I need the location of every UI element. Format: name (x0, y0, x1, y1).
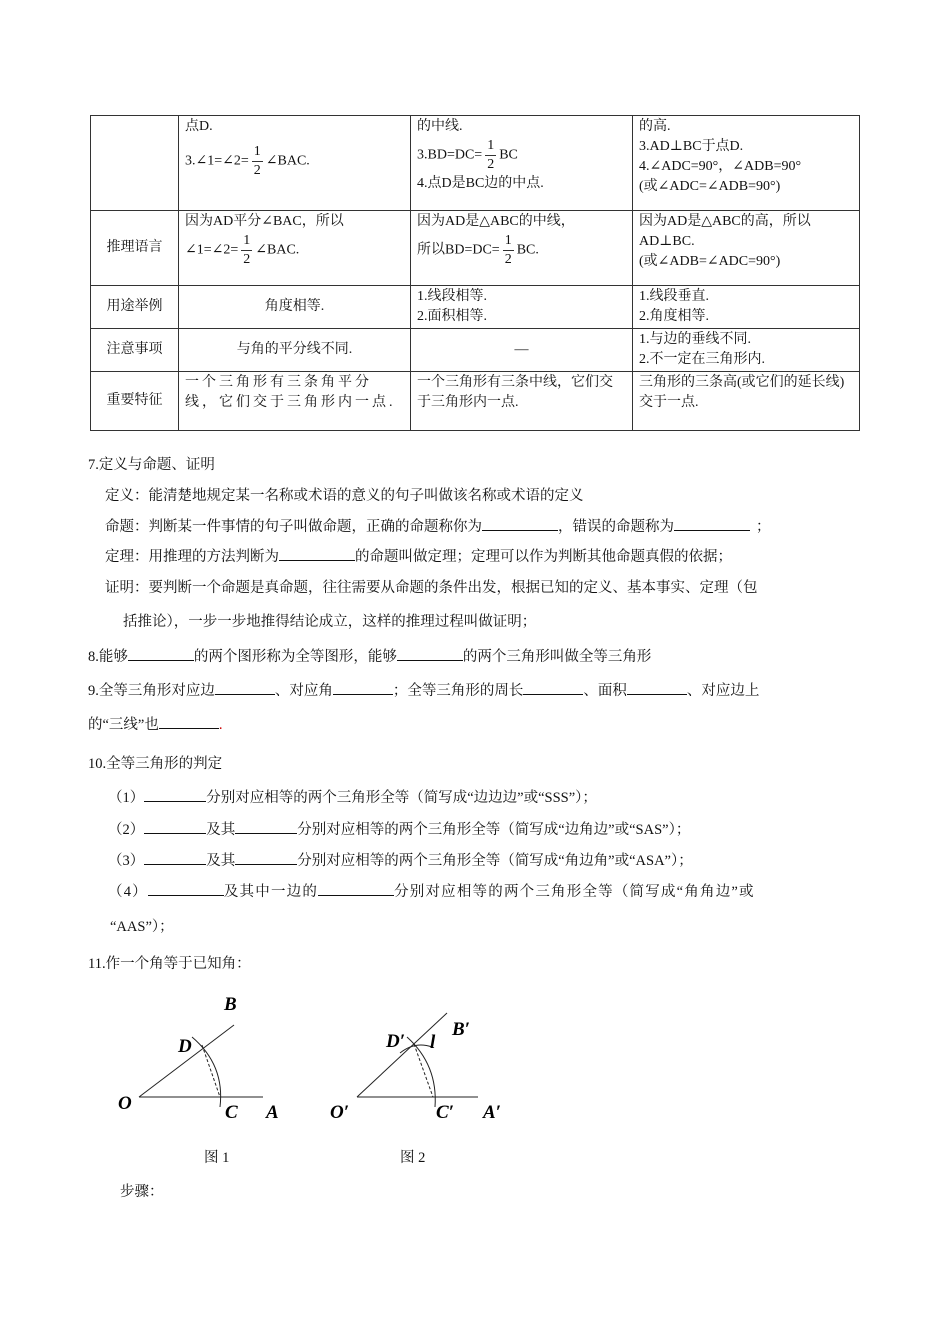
table-cell: 角度相等. (179, 286, 411, 329)
label-b: B (224, 994, 237, 1015)
blank (215, 680, 275, 695)
criterion-aas-cont: “AAS”）； (110, 919, 174, 935)
cell-text: 3.∠1=∠2= (185, 153, 249, 169)
section-11-title: 11.作一个角等于已知角： (88, 956, 251, 972)
section-9-cont (88, 714, 223, 735)
cell-text: 因为AD平分∠BAC，所以 (185, 214, 344, 229)
text: （3） (108, 853, 145, 869)
text: 的两个三角形叫做全等三角形 (462, 649, 652, 665)
criterion-asa (108, 850, 693, 871)
cell-text: 1.线段相等. (417, 289, 487, 304)
blank (144, 787, 206, 802)
criterion-sss (108, 787, 597, 808)
text: 的命题叫做定理；定理可以作为判断其他命题真假的依据； (355, 549, 732, 565)
section-8 (88, 646, 651, 667)
denominator: 2 (487, 157, 495, 172)
text: ；全等三角形的周长 (392, 683, 524, 699)
cell-text: 2.不一定在三角形内. (639, 352, 765, 367)
table-cell: 一个三角形有三条中线，它们交于三角形内一点. (411, 372, 633, 431)
blank (318, 881, 394, 896)
steps-label: 步骤： (120, 1184, 164, 1200)
section-7-title: 7.定义与命题、证明 (88, 457, 215, 473)
denominator: 2 (504, 252, 512, 267)
blank (279, 546, 355, 561)
label-o: O (118, 1093, 132, 1114)
definition-text: 定义：能清楚地规定某一名称或术语的意义的句子叫做该名称或术语的定义 (105, 488, 584, 504)
denominator: 2 (243, 252, 251, 267)
blank (128, 646, 194, 661)
fraction (241, 232, 252, 269)
table-cell (411, 116, 633, 211)
cell-text: 的中线. (417, 119, 463, 134)
cell-text: (或∠ADC=∠ADB=90°) (639, 179, 781, 194)
text: 分别对应相等的两个三角形全等（简写成“边边边”或“SSS”）； (206, 790, 597, 806)
figure-1 (139, 1025, 263, 1107)
cell-text: 3.AD⊥BC于点D. (639, 139, 744, 154)
row-header: 用途举例 (91, 286, 179, 329)
text: （4） (108, 884, 148, 900)
label-o-prime: O′ (330, 1102, 350, 1123)
text: 及其中一边的 (223, 884, 319, 900)
label-d: D (178, 1036, 192, 1057)
cell-text: 1.线段垂直. (639, 289, 709, 304)
figure-2-caption: 图 2 (400, 1150, 426, 1166)
text: 分别对应相等的两个三角形全等（简写成“角边角”或“ASA”）； (297, 853, 693, 869)
blank (627, 680, 687, 695)
table-cell: 与角的平分线不同. (179, 329, 411, 372)
cell-text: ∠BAC. (255, 242, 300, 258)
table-row (91, 372, 860, 431)
table-cell (411, 211, 633, 286)
text: 、对应角 (274, 683, 333, 699)
blank (144, 819, 206, 834)
theorem-line (105, 546, 732, 567)
blank (397, 646, 463, 661)
text: 、对应边上 (686, 683, 760, 699)
table-cell: 三角形的三条高(或它们的延长线)交于一点. (633, 372, 860, 431)
criterion-sas (108, 819, 690, 840)
cell-text: 1.与边的垂线不同. (639, 332, 751, 347)
cell-text: 点D. (185, 119, 213, 134)
blank (148, 881, 224, 896)
row-header: 注意事项 (91, 329, 179, 372)
table-cell (633, 329, 860, 372)
numerator: 1 (503, 232, 514, 251)
text: 的“三线”也 (88, 717, 159, 733)
row-header: 推理语言 (91, 211, 179, 286)
text: 分别对应相等的两个三角形全等（简写成“边角边”或“SAS”）； (297, 822, 691, 838)
text: 的两个图形称为全等图形，能够 (193, 649, 397, 665)
comparison-table (90, 115, 860, 431)
table-cell (633, 211, 860, 286)
label-l: l (430, 1032, 436, 1053)
text: 8.能够 (88, 649, 128, 665)
angle-construction-figures (100, 985, 520, 1135)
numerator: 1 (485, 137, 496, 156)
text: 9.全等三角形对应边 (88, 683, 215, 699)
blank (159, 714, 219, 729)
text: 命题：判断某一件事情的句子叫做命题，正确的命题称你为 (105, 519, 482, 535)
blank (482, 516, 558, 531)
cell-text: 4.点D是BC边的中点. (417, 176, 544, 191)
cell-text: BC. (516, 242, 539, 258)
fraction (252, 143, 263, 180)
table-cell (179, 211, 411, 286)
table-cell: — (411, 329, 633, 372)
cell-text: 2.角度相等. (639, 309, 709, 324)
cell-text: 因为AD是△ABC的高，所以AD⊥BC. (639, 214, 811, 249)
text: （1） (108, 790, 145, 806)
table-row (91, 211, 860, 286)
empty-header-cell (91, 116, 179, 211)
proof-text: 括推论），一步一步地推得结论成立，这样的推理过程叫做证明； (123, 614, 537, 630)
numerator: 1 (241, 232, 252, 251)
text: ，错误的命题称为 (558, 519, 674, 535)
blank (235, 819, 297, 834)
denominator: 2 (253, 163, 261, 178)
cell-text: 因为AD是△ABC的中线， (417, 214, 575, 229)
blank (674, 516, 750, 531)
cell-text: 4.∠ADC=90°，∠ADB=90° (639, 159, 802, 174)
table-cell (179, 116, 411, 211)
blank (333, 680, 393, 695)
table-row (91, 329, 860, 372)
blank (523, 680, 583, 695)
table-cell (411, 286, 633, 329)
row-header: 重要特征 (91, 372, 179, 431)
numerator: 1 (252, 143, 263, 162)
criterion-aas (108, 881, 755, 902)
chord-dc (202, 1045, 220, 1097)
figure-1-caption: 图 1 (204, 1150, 230, 1166)
cell-text: 所以BD=DC= (417, 242, 500, 258)
label-d-prime: D′ (386, 1031, 406, 1052)
cell-text: 2.面积相等. (417, 309, 487, 324)
proposition-line (105, 516, 771, 537)
cell-text: BC (499, 147, 518, 163)
table-row (91, 286, 860, 329)
label-b-prime: B′ (452, 1019, 471, 1040)
proof-text: 证明：要判断一个命题是真命题，往往需要从命题的条件出发，根据已知的定义、基本事实、定理（包 (105, 580, 758, 596)
cell-text: ∠BAC. (265, 153, 310, 169)
label-c: C (225, 1102, 238, 1123)
fraction (503, 232, 514, 269)
section-10-title: 10.全等三角形的判定 (88, 756, 223, 772)
table-row (91, 116, 860, 211)
fraction (485, 137, 496, 174)
text: 、面积 (583, 683, 627, 699)
cell-text: (或∠ADB=∠ADC=90°) (639, 254, 781, 269)
blank (144, 850, 206, 865)
text: （2） (108, 822, 145, 838)
table-cell (633, 286, 860, 329)
text: 分别对应相等的两个三角形全等（简写成“角角边”或 (394, 884, 755, 900)
cell-text: 的高. (639, 119, 671, 134)
table-cell (633, 116, 860, 211)
label-c-prime: C′ (436, 1102, 455, 1123)
label-a-prime: A′ (483, 1102, 502, 1123)
label-a: A (266, 1102, 279, 1123)
text: 定理：用推理的方法判断为 (105, 549, 279, 565)
cell-text: ∠1=∠2= (185, 242, 239, 258)
blank (235, 850, 297, 865)
text: . (218, 717, 223, 733)
text: 及其 (206, 853, 236, 869)
section-9 (88, 680, 759, 701)
text: 及其 (206, 822, 236, 838)
text: ； (756, 519, 771, 535)
cell-text: 3.BD=DC= (417, 147, 483, 163)
table-cell: 一个三角形有三条角平分线，它们交于三角形内一点. (179, 372, 411, 431)
